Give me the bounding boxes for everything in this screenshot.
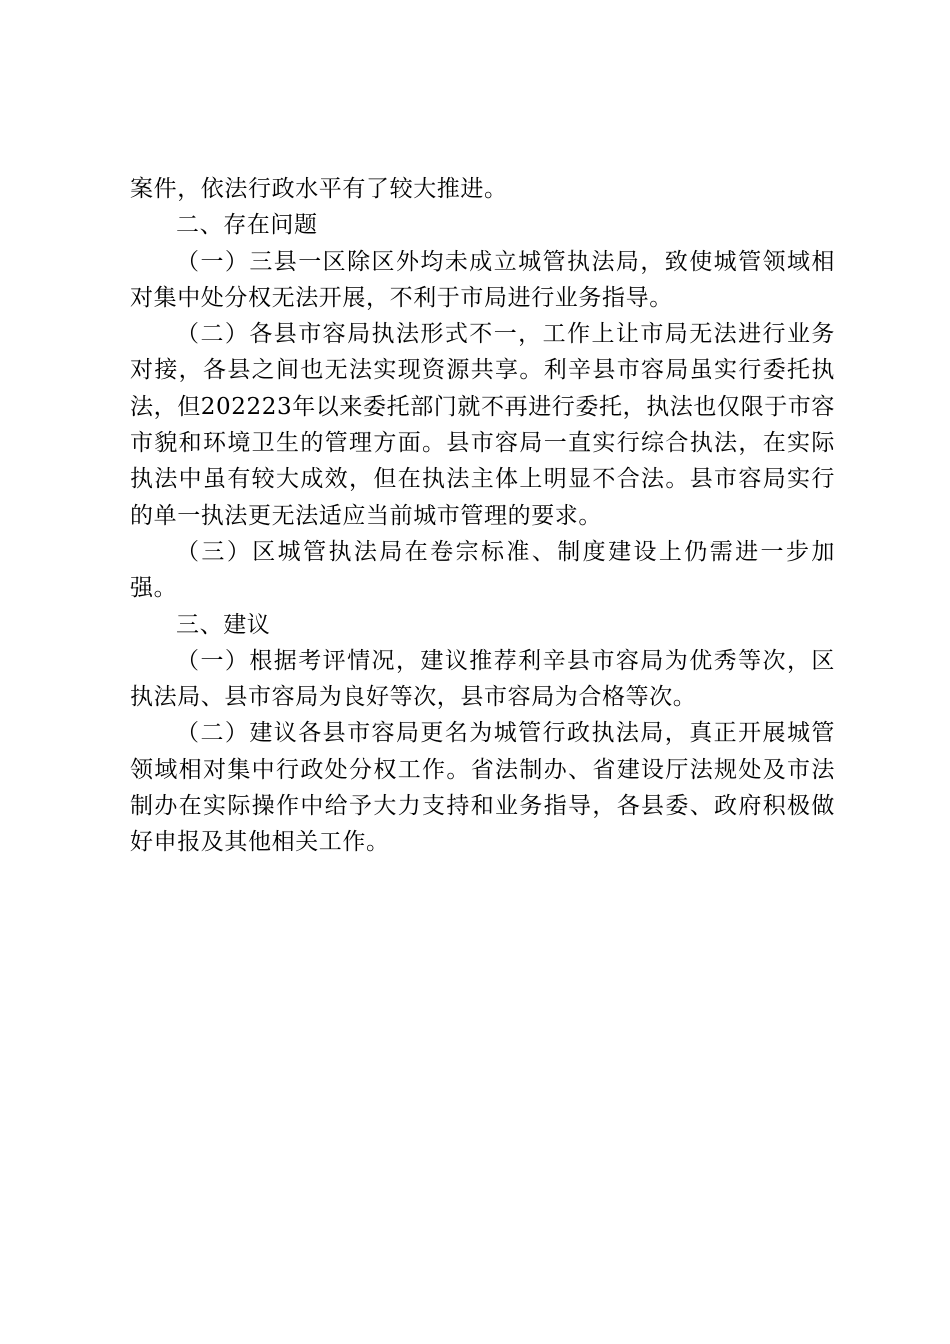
heading-problems: 二、存在问题 [176, 212, 318, 239]
paragraph-problem-3: （三）区城管执法局在卷宗标准、制度建设上仍需进一步加强。 [130, 538, 835, 602]
paragraph-continuation: 案件，依法行政水平有了较大推进。 [130, 176, 508, 202]
paragraph-problem-1: （一）三县一区除区外均未成立城管执法局，致使城管领域相对集中处分权无法开展，不利于市局进行业务指导。 [130, 248, 835, 311]
document-page [130, 171, 835, 861]
paragraph-suggestion-1: （一）根据考评情况，建议推荐利辛县市容局为优秀等次，区执法局、县市容局为良好等次，县市容局为合格等次。 [130, 647, 835, 711]
paragraph-suggestion-2: （二）建议各县市容局更名为城管行政执法局，真正开展城管领域相对集中行政处分权工作。省法制办、省建设厅法规处及市法制办在实际操作中给予大力支持和业务指导，各县委、政府积极做好申报及其他相关工作。 [130, 720, 835, 856]
paragraph-problem-2: （二）各县市容局执法形式不一，工作上让市局无法进行业务对接，各县之间也无法实现资源共享。利辛县市容局虽实行委托执法，但202223年以来委托部门就不再进行委托，执法也仅限于市容市貌和环境卫生的管理方面。县市容局一直实行综合执法，在实际执法中虽有较大成效，但在执法主体上明显不合法。县市容局实行的单一执法更无法适应当前城市管理的要求。 [130, 321, 835, 529]
heading-suggestions: 三、建议 [176, 611, 271, 638]
